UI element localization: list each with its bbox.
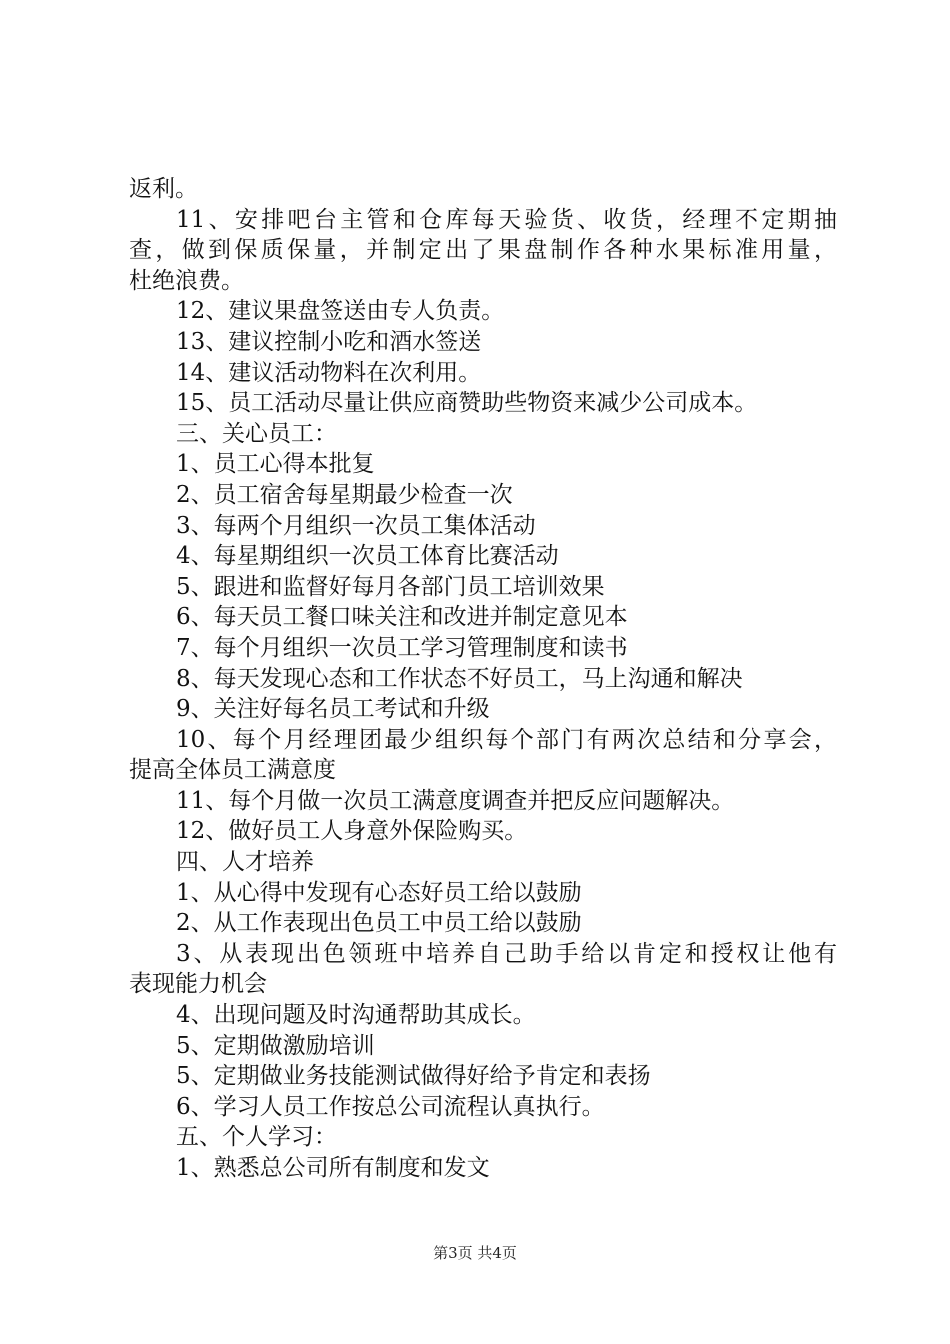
text-line: 4、每星期组织一次员工体育比赛活动 [176,543,559,570]
text-line: 15、员工活动尽量让供应商赞助些物资来减少公司成本。 [176,390,758,417]
text-line: 五、个人学习： [176,1124,337,1151]
text-line: 3、每两个月组织一次员工集体活动 [176,512,536,539]
text-line: 12、建议果盘签送由专人负责。 [176,298,505,325]
text-line: 13、建议控制小吃和酒水签送 [176,328,482,355]
text-line: 6、每天员工餐口味关注和改进并制定意见本 [176,604,628,631]
text-line: 3、从表现出色领班中培养自己助手给以肯定和授权让他有 [176,940,837,967]
text-line: 5、定期做业务技能测试做得好给予肯定和表扬 [176,1063,651,1090]
text-line: 四、人才培养 [176,849,314,876]
page-footer: 第3页 共4页 [433,1244,517,1262]
text-line: 9、关注好每名员工考试和升级 [176,696,490,723]
text-line: 2、从工作表现出色员工中员工给以鼓励 [176,910,582,937]
text-line: 表现能力机会 [129,971,267,998]
text-line: 8、每天发现心态和工作状态不好员工，马上沟通和解决 [176,665,743,692]
document-body [129,174,837,1184]
text-line: 10、每个月经理团最少组织每个部门有两次总结和分享会， [176,726,837,753]
text-line: 6、学习人员工作按总公司流程认真执行。 [176,1093,605,1120]
text-line: 三、关心员工： [176,420,337,447]
text-line: 5、定期做激励培训 [176,1032,375,1059]
text-line: 1、熟悉总公司所有制度和发文 [176,1155,490,1181]
text-line: 11、每个月做一次员工满意度调查并把反应问题解决。 [176,787,735,814]
text-line: 7、每个月组织一次员工学习管理制度和读书 [176,634,628,661]
text-line: 5、跟进和监督好每月各部门员工培训效果 [176,573,605,600]
text-line: 提高全体员工满意度 [129,757,336,784]
text-line: 查，做到保质保量，并制定出了果盘制作各种水果标准用量， [129,237,837,264]
text-line: 杜绝浪费。 [129,267,244,294]
text-line: 4、出现问题及时沟通帮助其成长。 [176,1002,536,1029]
text-line: 2、员工宿舍每星期最少检查一次 [176,481,513,508]
text-line: 11、安排吧台主管和仓库每天验货、收货，经理不定期抽 [176,206,837,233]
text-line: 返利。 [129,176,198,202]
text-line: 1、员工心得本批复 [176,451,375,478]
text-line: 12、做好员工人身意外保险购买。 [176,818,528,845]
text-line: 14、建议活动物料在次利用。 [176,359,482,386]
text-line: 1、从心得中发现有心态好员工给以鼓励 [176,879,582,906]
